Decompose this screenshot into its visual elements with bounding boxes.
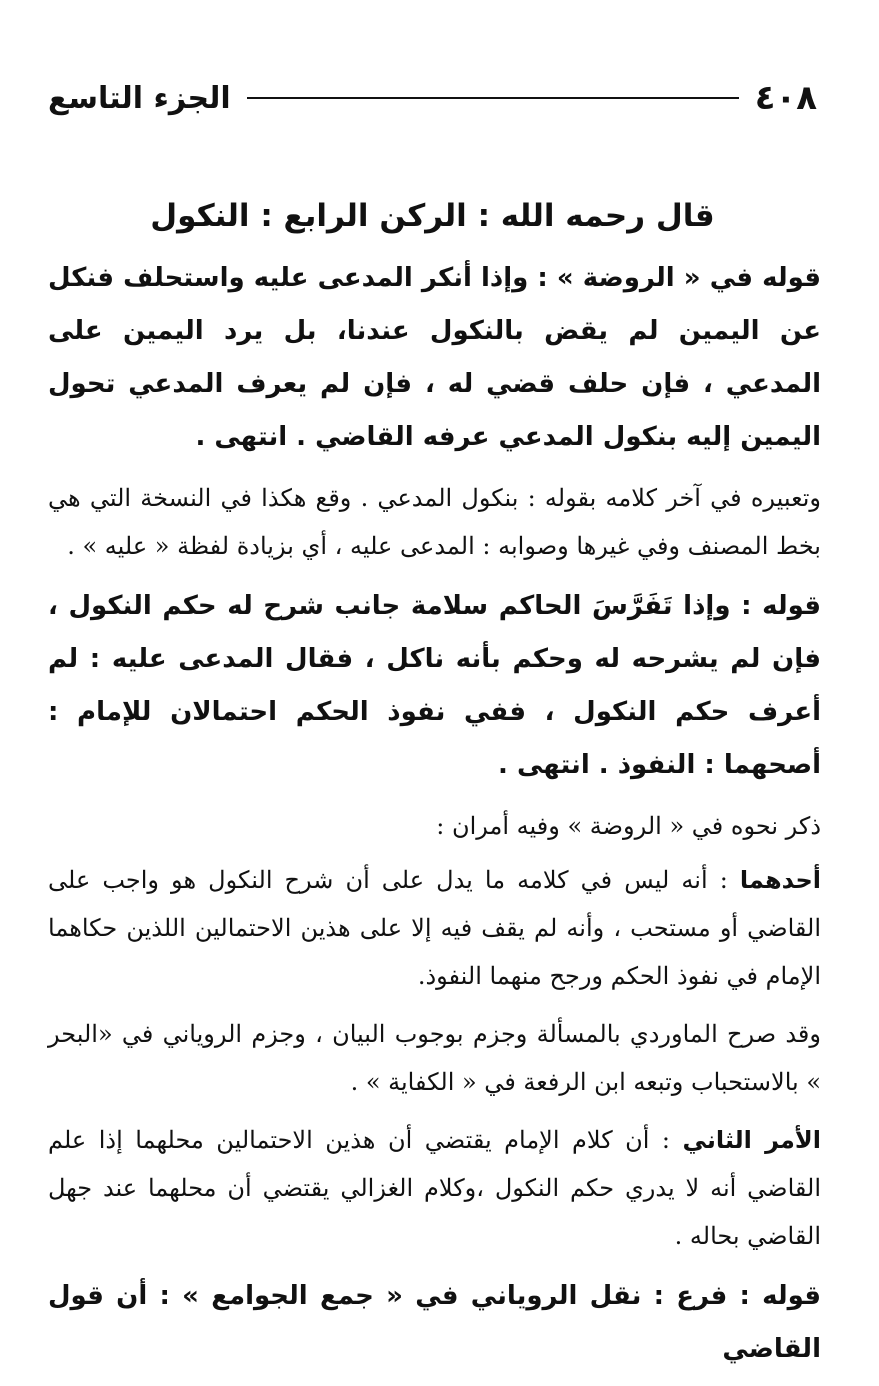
paragraph-text: قوله في « الروضة » : وإذا أنكر المدعى عليه واستحلف فنكل عن اليمين لم يقض بالنكول عندنا، بل يرد اليمين على المدعي ، فإن حلف قضي له ، فإن لم يعرف المدعي تحول اليمين إليه بنكول المدعي عرفه القاضي . انتهى .	[48, 263, 821, 452]
paragraph-quote-3	[48, 1270, 821, 1376]
running-header	[48, 70, 817, 126]
paragraph-commentary-3	[48, 1010, 821, 1106]
paragraph-lead: الأمر الثاني	[682, 1126, 821, 1154]
paragraph-text: : أنه ليس في كلامه ما يدل على أن شرح النكول هو واجب على القاضي أو مستحب ، وأنه لم يقف فيه إلا على هذين الاحتمالين اللذين حكاهما الإمام في نفوذ الحكم ورجح منهما النفوذ.	[48, 866, 822, 990]
paragraph-first-matter	[48, 856, 821, 1000]
paragraph-second-matter	[48, 1116, 821, 1260]
header-rule	[247, 97, 739, 99]
paragraph-lead: أحدهما	[739, 866, 821, 894]
paragraph-commentary-2	[48, 802, 821, 850]
paragraph-text: : أن كلام الإمام يقتضي أن هذين الاحتمالين محلهما إذا علم القاضي أنه لا يدري حكم النكول ،وكلام الغزالي يقتضي أن محلهما عند جهل القاضي بحاله .	[48, 1126, 821, 1250]
paragraph-commentary-1	[48, 474, 821, 570]
paragraph-quote-1	[48, 252, 821, 464]
paragraph-quote-2	[48, 580, 821, 792]
paragraph-text: وقد صرح الماوردي بالمسألة وجزم بوجوب البيان ، وجزم الروياني في «البحر » بالاستحباب وتبعه ابن الرفعة في « الكفاية » .	[48, 1020, 821, 1096]
page-number: ٤٠٨	[754, 78, 817, 118]
page-content	[48, 252, 821, 1386]
section-heading: قال رحمه الله : الركن الرابع : النكول	[150, 198, 715, 234]
paragraph-text: ذكر نحوه في « الروضة » وفيه أمران :	[436, 812, 821, 840]
paragraph-text: قوله : فرع : نقل الروياني في « جمع الجوامع » : أن قول القاضي	[48, 1281, 821, 1364]
part-title: الجزء التاسع	[48, 80, 231, 116]
paragraph-text: قوله : وإذا تَفَرَّسَ الحاكم سلامة جانب شرح له حكم النكول ، فإن لم يشرحه له وحكم بأنه ناكل ، فقال المدعى عليه : لم أعرف حكم النكول ، ففي نفوذ الحكم احتمالان للإمام : أصحهما : النفوذ . انتهى .	[48, 591, 821, 780]
paragraph-text: وتعبيره في آخر كلامه بقوله : بنكول المدعي . وقع هكذا في النسخة التي هي بخط المصنف وفي غيرها وصوابه : المدعى عليه ، أي بزيادة لفظة « عليه » .	[48, 484, 821, 560]
